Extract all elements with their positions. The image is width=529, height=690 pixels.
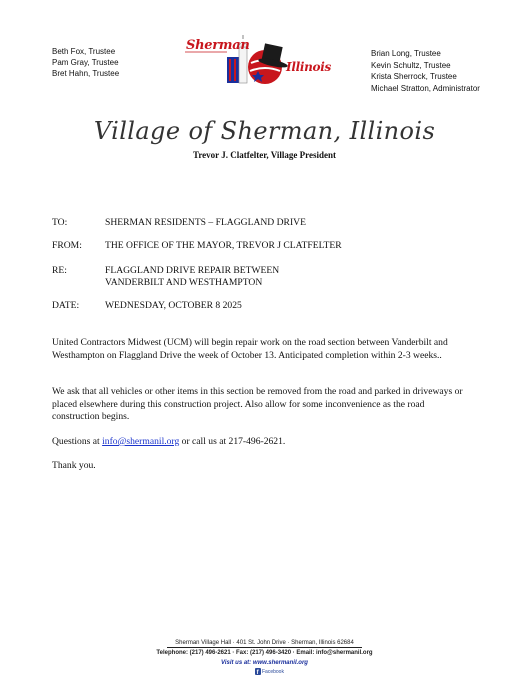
trustees-right-list	[371, 48, 480, 94]
memo-from-value: THE OFFICE OF THE MAYOR, TREVOR J CLATFELTER	[105, 240, 342, 251]
memo-to-value: SHERMAN RESIDENTS – FLAGGLAND DRIVE	[105, 217, 306, 228]
memo-from-label: FROM:	[52, 240, 82, 251]
village-title: Village of Sherman, Illinois	[93, 117, 436, 145]
village-president: Trevor J. Clatfelter, Village President	[193, 150, 336, 160]
memo-re-line2: VANDERBILT AND WESTHAMPTON	[105, 276, 263, 288]
trustees-left-list	[52, 46, 119, 79]
body-paragraph-2: We ask that all vehicles or other items in this section be removed from the road and parked in driveways or placed elsewhere during this construction project. Also allow for some inconvenience as the road construction begins.	[52, 386, 463, 422]
logo-text-illinois: Illinois	[286, 60, 331, 74]
memo-from-row	[52, 240, 472, 252]
memo-date-row	[52, 300, 472, 312]
administrator-name: Michael Stratton, Administrator	[371, 83, 480, 93]
email-link[interactable]: info@shermanil.org	[102, 436, 180, 447]
trustee-name: Beth Fox, Trustee	[52, 47, 116, 56]
footer-address	[0, 640, 529, 646]
memo-date-value: WEDNESDAY, OCTOBER 8 2025	[105, 300, 242, 311]
svg-text:f: f	[256, 670, 259, 676]
footer-website[interactable]: Visit us at: www.shermanil.org	[221, 660, 308, 666]
questions-prefix: Questions at	[52, 436, 103, 447]
questions-line	[52, 436, 472, 449]
facebook-label: Facebook	[262, 669, 284, 675]
memo-re-row	[52, 265, 472, 289]
flag-emblem-icon	[227, 53, 239, 83]
trustee-name: Bret Hahn, Trustee	[52, 69, 120, 78]
memo-re-label: RE:	[52, 265, 67, 276]
memo-re-line1: FLAGGLAND DRIVE REPAIR BETWEEN	[105, 265, 280, 276]
memo-date-label: DATE:	[52, 300, 80, 311]
closing-text: Thank you.	[52, 460, 96, 471]
body-paragraph-1: United Contractors Midwest (UCM) will begin repair work on the road section between Vanderbilt and Westhampton on Flaggland Drive the week of October 13. Anticipated completion within 2-3 weeks..	[52, 337, 448, 361]
trustee-name: Krista Sherrock, Trustee	[371, 72, 457, 81]
top-hat-emblem-icon	[248, 43, 288, 84]
trustee-name: Kevin Schultz, Trustee	[371, 60, 451, 70]
footer-contact: Telephone: (217) 496-2621 · Fax: (217) 496-3420 · Email: info@shermanil.org	[156, 650, 373, 656]
trustee-name: Pam Gray, Trustee	[52, 58, 119, 67]
questions-suffix: or call us at 217-496-2621.	[179, 436, 286, 447]
memo-to-label: TO:	[52, 217, 68, 228]
trustee-name: Brian Long, Trustee	[371, 49, 441, 58]
footer-address-text: Sherman Village Hall · 401 St. John Drive · Sherman, Illinois 62684	[167, 640, 362, 648]
memo-to-row	[52, 217, 472, 229]
logo-text-sherman: Sherman	[186, 38, 250, 53]
